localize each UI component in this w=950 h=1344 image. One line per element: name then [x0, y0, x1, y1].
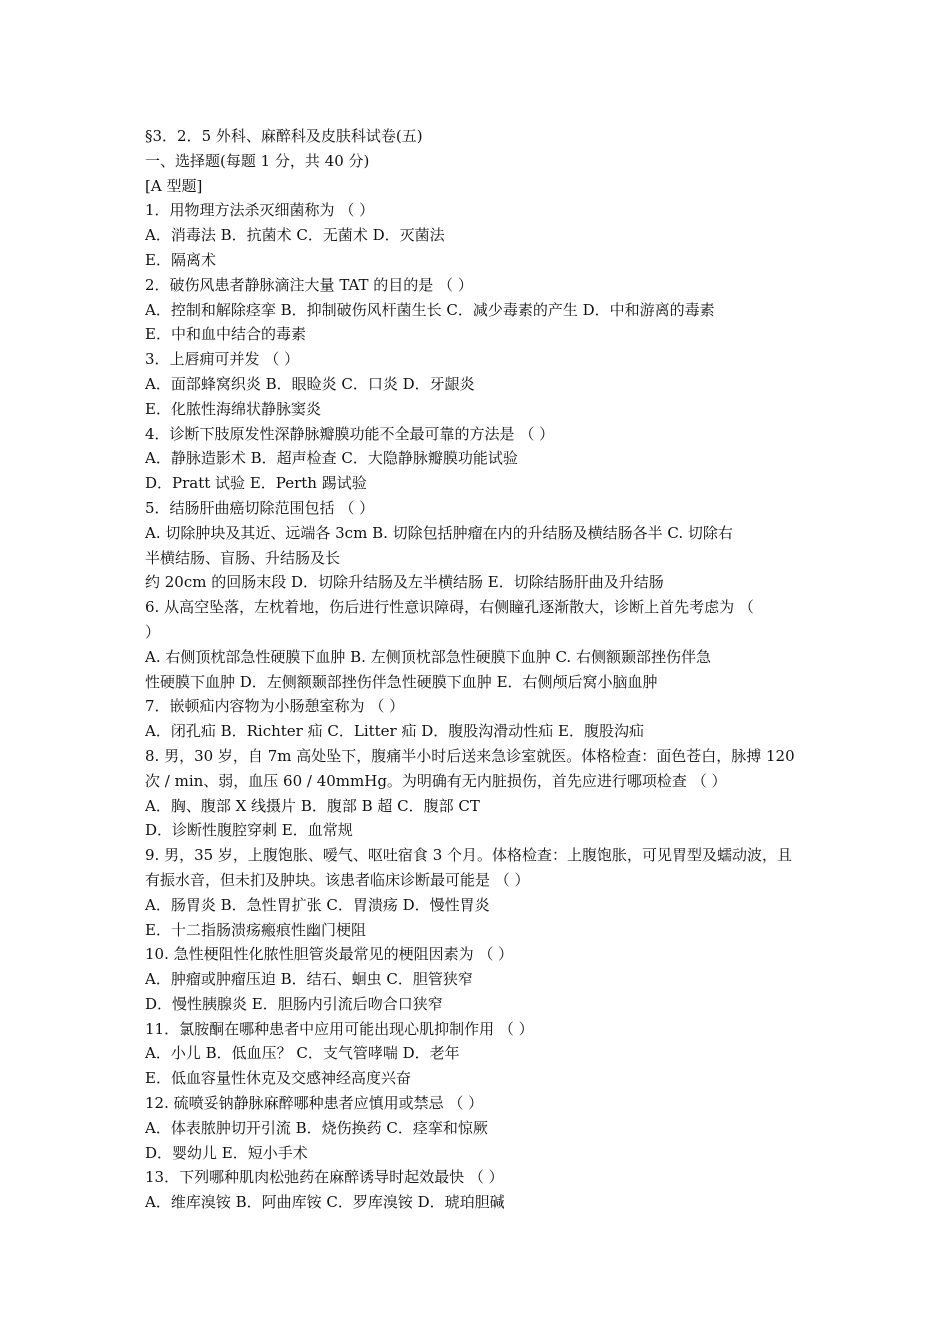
question-5-options: 半横结肠、盲肠、升结肠及长 [145, 548, 341, 567]
question-8-options: D．诊断性腹腔穿刺 E．血常规 [145, 821, 353, 840]
question-7-options: A．闭孔疝 B．Richter 疝 C．Litter 疝 D．腹股沟滑动性疝 E．腹股沟疝 [145, 722, 645, 741]
question-1-options: E．隔离术 [145, 250, 216, 269]
question-10: 10. 急性梗阻性化脓性胆管炎最常见的梗阻因素为 （ ） [145, 945, 514, 964]
question-6: 6. 从高空坠落，左枕着地，伤后进行性意识障碍，右侧瞳孔逐渐散大，诊断上首先考虑为 （ [145, 598, 754, 617]
question-11-options: E．低血容量性休克及交感神经高度兴奋 [145, 1069, 411, 1088]
question-10-options: D．慢性胰腺炎 E．胆肠内引流后吻合口狭窄 [145, 994, 443, 1013]
question-7: 7．嵌顿疝内容物为小肠憩室称为 （ ） [145, 697, 405, 716]
question-13-options: A．维库溴铵 B．阿曲库铵 C．罗库溴铵 D．琥珀胆碱 [145, 1193, 505, 1212]
question-2-options: A．控制和解除痉挛 B．抑制破伤风杆菌生长 C．减少毒素的产生 D．中和游离的毒素 [145, 300, 715, 319]
document-body [145, 124, 810, 1215]
question-type-heading: [A 型题] [145, 176, 203, 195]
question-9: 有振水音，但未扪及肿块。该患者临床诊断最可能是 （ ） [145, 870, 530, 889]
question-4-options: D．Pratt 试验 E．Perth 踢试验 [145, 474, 367, 493]
question-2: 2．破伤风患者静脉滴注大量 TAT 的目的是 （ ） [145, 275, 473, 294]
question-3-options: A．面部蜂窝织炎 B．眼睑炎 C．口炎 D．牙龈炎 [145, 374, 475, 393]
section-heading: §3．2．5 外科、麻醉科及皮肤科试卷(五) [145, 127, 423, 145]
question-10-options: A．肿瘤或肿瘤压迫 B．结石、蛔虫 C．胆管狭窄 [145, 970, 473, 989]
question-1: 1．用物理方法杀灭细菌称为 （ ） [145, 201, 375, 220]
question-1-options: A．消毒法 B．抗菌术 C．无菌术 D．灭菌法 [145, 226, 445, 245]
question-9: 9. 男，35 岁，上腹饱胀、嗳气、呕吐宿食 3 个月。体格检查：上腹饱胀，可见胃型及蠕动波，且 [145, 846, 793, 865]
question-5-options: 约 20cm 的回肠末段 D．切除升结肠及左半横结肠 E．切除结肠肝曲及升结肠 [145, 573, 664, 592]
question-3-options: E．化脓性海绵状静脉窦炎 [145, 399, 321, 418]
question-6-options: 性硬膜下血肿 D．左侧额颞部挫伤伴急性硬膜下血肿 E．右侧颅后窝小脑血肿 [145, 672, 658, 691]
question-12-options: D．婴幼儿 E．短小手术 [145, 1143, 308, 1162]
question-8-options: A．胸、腹部 X 线摄片 B．腹部 B 超 C．腹部 CT [145, 796, 480, 815]
question-11: 11．氯胺酮在哪种患者中应用可能出现心肌抑制作用 （ ） [145, 1019, 534, 1038]
question-9-options: E．十二指肠溃疡瘢痕性幽门梗阻 [145, 920, 366, 939]
question-2-options: E．中和血中结合的毒素 [145, 325, 306, 344]
question-6: ） [145, 622, 161, 641]
question-8: 8. 男，30 岁，自 7m 高处坠下，腹痛半小时后送来急诊室就医。体格检查：面色苍白，脉搏 120 [145, 746, 795, 765]
question-4: 4．诊断下肢原发性深静脉瓣膜功能不全最可靠的方法是 （ ） [145, 424, 555, 443]
question-3: 3．上唇痈可并发 （ ） [145, 350, 300, 369]
part-heading: 一、选择题(每题 1 分，共 40 分) [145, 151, 370, 170]
question-5-options: A. 切除肿块及其近、远端各 3cm B. 切除包括肿瘤在内的升结肠及横结肠各半 C. 切除右 [145, 523, 733, 542]
question-11-options: A．小儿 B．低血压？ C．支气管哮喘 D．老年 [145, 1044, 460, 1063]
question-6-options: A. 右侧顶枕部急性硬膜下血肿 B. 左侧顶枕部急性硬膜下血肿 C. 右侧额颞部挫伤伴急 [145, 647, 711, 666]
question-12-options: A．体表脓肿切开引流 B．烧伤换药 C．痉挛和惊厥 [145, 1118, 488, 1137]
question-12: 12. 硫喷妥钠静脉麻醉哪种患者应慎用或禁忌 （ ） [145, 1094, 484, 1113]
question-5: 5．结肠肝曲癌切除范围包括 （ ） [145, 498, 375, 517]
question-9-options: A．肠胃炎 B．急性胃扩张 C．胃溃疡 D．慢性胃炎 [145, 895, 490, 914]
question-13: 13．下列哪种肌肉松弛药在麻醉诱导时起效最快 （ ） [145, 1168, 504, 1187]
question-4-options: A．静脉造影术 B．超声检查 C．大隐静脉瓣膜功能试验 [145, 449, 518, 468]
question-8: 次 / min、弱，血压 60 / 40mmHg。为明确有无内脏损伤，首先应进行哪项检查 （ ） [145, 771, 727, 790]
